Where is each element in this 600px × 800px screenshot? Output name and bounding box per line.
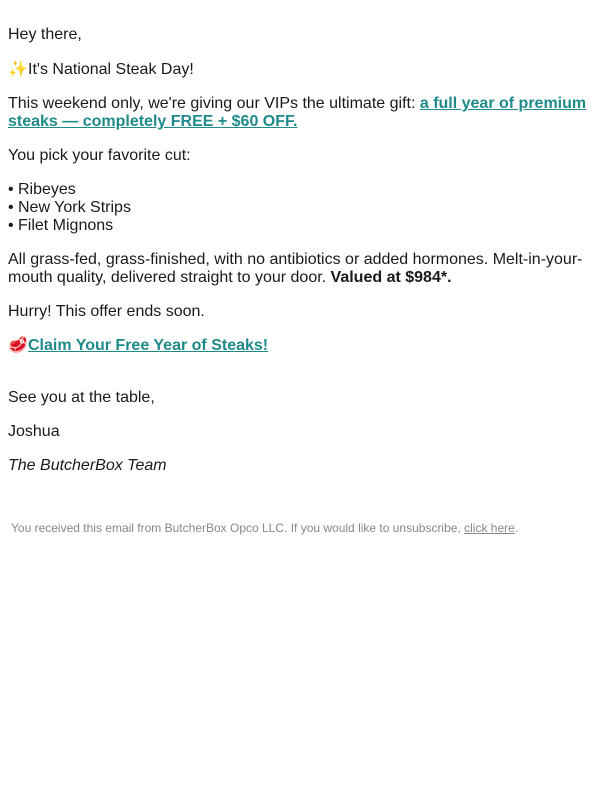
list-item-label: Filet Mignons (18, 217, 114, 234)
urgency-text: Hurry! This offer ends soon. (8, 303, 205, 320)
list-item-label: Ribeyes (18, 181, 76, 198)
footer-period: . (514, 521, 519, 535)
offer-link[interactable]: a full year of premium steaks — completely FREE + $60 OFF. (8, 95, 587, 130)
pick-prompt: You pick your favorite cut: (8, 147, 191, 164)
offer-paragraph (8, 95, 592, 131)
steak-icon: 🥩 (8, 337, 28, 354)
signature-team: The ButcherBox Team (8, 457, 167, 474)
list-item (8, 217, 592, 235)
greeting: Hey there, (8, 26, 82, 43)
quality-value: Valued at $984*. (330, 269, 452, 286)
list-item (8, 181, 592, 199)
cut-list (8, 181, 592, 235)
claim-steaks-link[interactable]: Claim Your Free Year of Steaks! (28, 337, 269, 354)
unsubscribe-link[interactable]: click here (464, 521, 515, 535)
bullet-icon: • (8, 181, 14, 198)
email-footer (8, 521, 592, 535)
bullet-icon: • (8, 199, 14, 216)
bullet-icon: • (8, 217, 14, 234)
offer-intro: This weekend only, we're giving our VIPs the ultimate gift: (8, 95, 420, 112)
headline-text: It's National Steak Day! (28, 61, 194, 78)
cta-line (8, 337, 592, 355)
headline (8, 61, 592, 79)
footer-text: You received this email from ButcherBox Opco LLC. If you would like to unsubscribe, (11, 521, 465, 535)
signoff: See you at the table, (8, 389, 155, 406)
signature-name: Joshua (8, 423, 60, 440)
quality-paragraph (8, 251, 592, 287)
sparkle-icon: ✨ (8, 61, 28, 78)
list-item-label: New York Strips (18, 199, 131, 216)
list-item (8, 199, 592, 217)
quality-text: All grass-fed, grass-finished, with no antibiotics or added hormones. Melt-in-your-mouth quality, delivered straight to your door. (8, 251, 583, 286)
